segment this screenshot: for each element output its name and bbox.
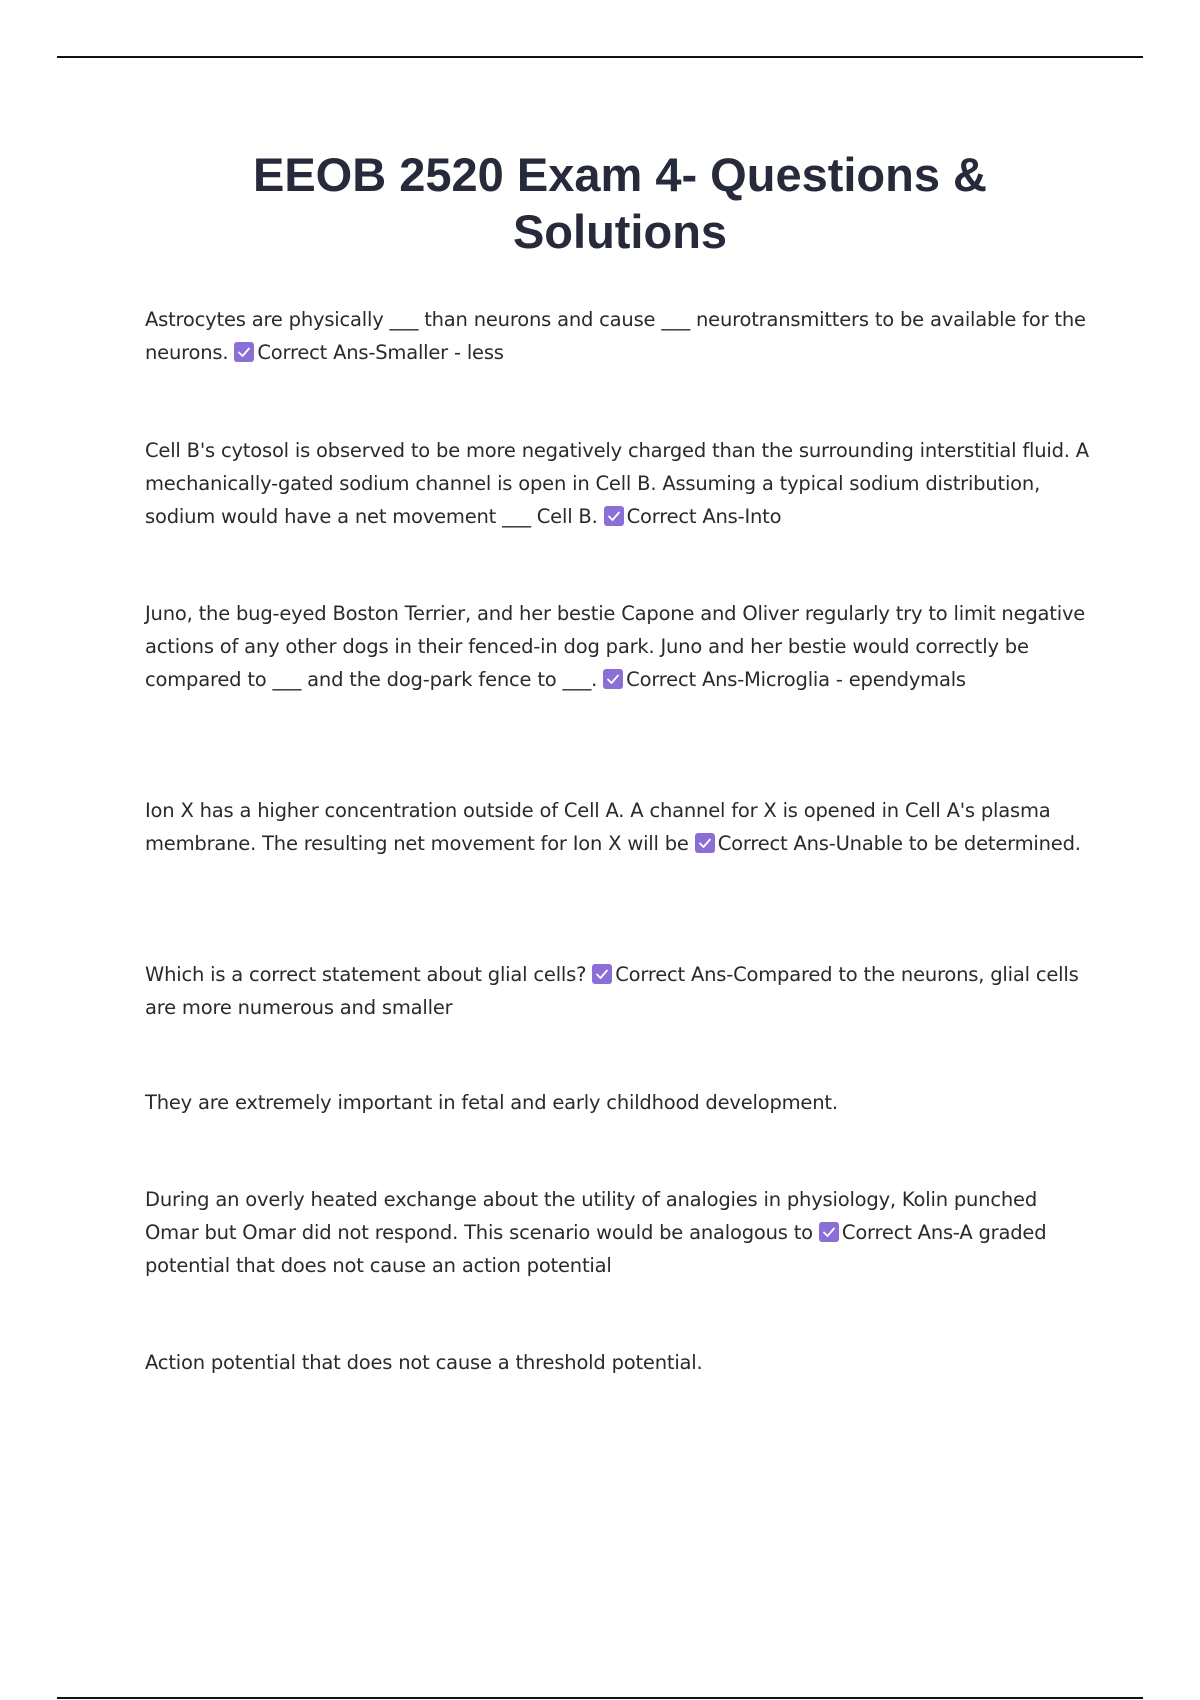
qa-item-1 — [145, 303, 1095, 369]
qa-item-6 — [145, 1183, 1095, 1282]
checkbox-checked-icon — [592, 964, 612, 984]
question-text: Cell B's cytosol is observed to be more negatively charged than the surrounding interstitial fluid. A mechanically-gated sodium channel is open in Cell B. Assuming a typical sodium distribution, sodium would have a net movement ___ Cell B. — [145, 439, 1089, 528]
answer-text: Correct Ans-Microglia - ependymals — [626, 668, 966, 691]
answer-text: Correct Ans-Into — [626, 505, 782, 528]
question-text: Which is a correct statement about glial cells? — [145, 963, 587, 986]
answer-text: Correct Ans-Smaller - less — [257, 341, 504, 364]
document-title: EEOB 2520 Exam 4- Questions & Solutions — [252, 148, 987, 258]
qa-item-3 — [145, 597, 1095, 696]
checkbox-checked-icon — [234, 342, 254, 362]
plain-text-1: They are extremely important in fetal and early childhood development. — [145, 1091, 838, 1114]
question-text: Astrocytes are physically ___ than neurons and cause ___ neurotransmitters to be available for the neurons. — [145, 308, 1086, 364]
qa-item-2 — [145, 434, 1095, 533]
top-rule — [57, 56, 1143, 58]
checkbox-checked-icon — [695, 833, 715, 853]
answer-text: Correct Ans-Unable to be determined. — [717, 832, 1081, 855]
bottom-rule — [57, 1697, 1143, 1699]
plain-text-2: Action potential that does not cause a threshold potential. — [145, 1351, 703, 1374]
checkbox-checked-icon — [603, 669, 623, 689]
checkbox-checked-icon — [604, 506, 624, 526]
qa-item-4 — [145, 794, 1095, 860]
question-text: Juno, the bug-eyed Boston Terrier, and her bestie Capone and Oliver regularly try to limit negative actions of any other dogs in their fenced-in dog park. Juno and her bestie would correctly be compared to ___ and the dog-park fence to ___. — [145, 602, 1086, 691]
question-text: During an overly heated exchange about the utility of analogies in physiology, Kolin punched Omar but Omar did not respond. This scenario would be analogous to — [145, 1188, 1037, 1244]
question-text: Ion X has a higher concentration outside of Cell A. A channel for X is opened in Cell A's plasma membrane. The resulting net movement for Ion X will be — [145, 799, 1051, 855]
answer-text: Correct Ans-Compared to the neurons, glial cells are more numerous and smaller — [145, 963, 1079, 1019]
checkbox-checked-icon — [819, 1222, 839, 1242]
answer-text: Correct Ans-A graded potential that does not cause an action potential — [145, 1221, 1047, 1277]
qa-item-5 — [145, 958, 1095, 1024]
